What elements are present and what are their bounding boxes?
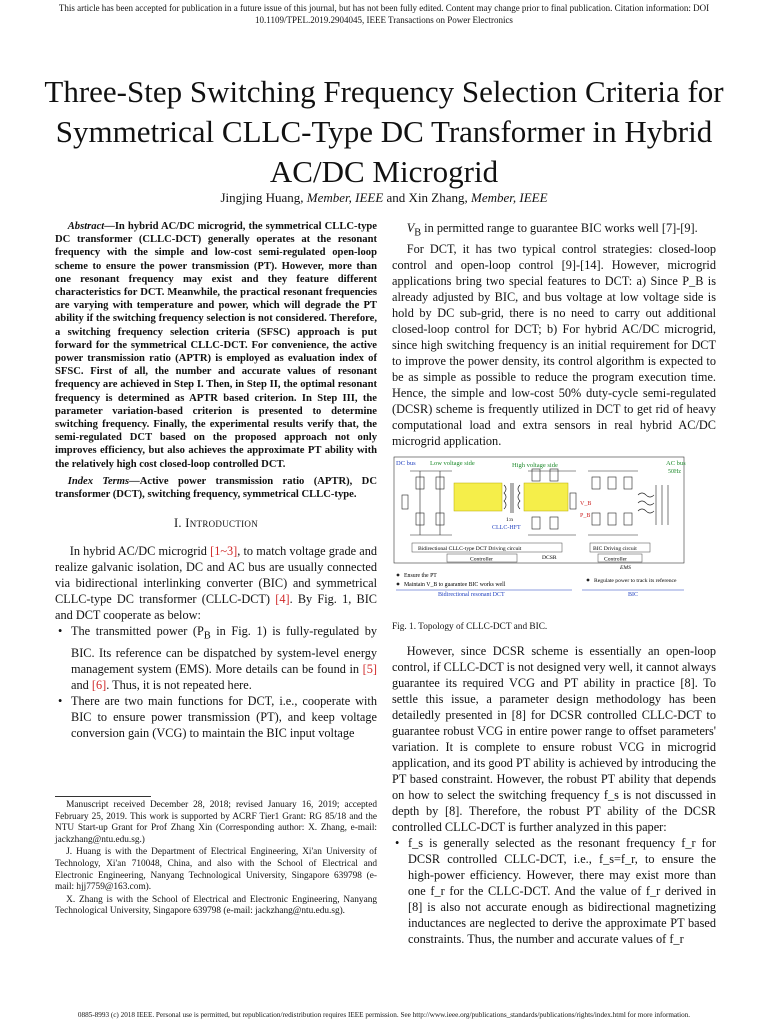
copyright-footer: 0885-8993 (c) 2018 IEEE. Personal use is permitted, but republication/redistribution requires IEEE permission. See http://www.ieee.org/publications_standards/publications/rights/index.html for more information. — [77, 1011, 691, 1019]
list-item: • The transmitted power ($P_B$ in Fig. 1) is fully-regulated by BIC. Its reference can be dispatched by system-level energy management system (EMS). More details can be found in [5] and [6]. Thus, it is not repeated here. — [55, 623, 377, 692]
index-terms — [55, 475, 377, 501]
transformer — [504, 483, 520, 513]
dct-driving-label: Bidirectional CLLC-type DCT Driving circuit — [418, 546, 522, 553]
left-column — [55, 220, 377, 741]
author-line — [30, 190, 738, 206]
resonant-tank-low — [454, 483, 502, 511]
bic-driving-label: BIC Driving circuit — [593, 546, 637, 553]
abstract-lead: Abstract — [67, 221, 105, 232]
turns-ratio-label: 1:n — [506, 517, 514, 524]
right-paragraph-1: For DCT, it has two typical control strategies: closed-loop control and open-loop control [9]-[14]. However, microgrid applications bring two special features to DCT: a) Since P_B is already adjusted by BIC, and bus voltage at low voltage side is hold by DC sub-grid, there is no need to carry out additional closed-loop control for DCT; b) For hybrid AC/DC microgrid, since high switching frequency is an initial requirement for DCT to improve the power density, its control algorithm is expected to be as simple as possible to reduce the program execution time. Hence, the simple and low-cost 50% duty-cycle semi-regulated (DCSR) scheme is frequently utilized in DCT to get rid of heavy computational load and extra sensors in real hybrid AC/DC microgrid application. — [392, 242, 716, 449]
index-terms-body: —Active power transmission ratio (APTR), DC transformer (DCT), switching frequency, symmetrical CLLC-type. — [55, 475, 377, 501]
bullet-dot — [397, 574, 400, 577]
right-paragraph-2: However, since DCSR scheme is essentially an open-loop control, if CLLC-DCT is not designed very well, it cannot always guarantee its required VCG and PT ability in practice [8]. To settle this issue, a parameter design methodology has been detailedly presented in [8] for DCSR controlled CLLC-DCT to guarantee robust VCG in entire power range to offset parameters' variation. It is complete to ensure robust VCG in microgrid application, and its good PT ability is achieved by introducing the PT based constraint. However, the robust PT ability that depends on how to select the switching frequency f_s is not discussed in depth by [8]. Therefore, the robust PT ability of the DCSR controlled CLLC-DCT is further analyzed in this paper: — [392, 644, 716, 835]
dc-bus-label: DC bus — [396, 460, 416, 468]
right-column — [392, 220, 716, 947]
journal-header-note: This article has been accepted for publication in a future issue of this journal, but has not been fully edited. Content may change prior to final publication. Citation information: DOI 10.1109/TPEL.2019.2904045, IEEE Transactions on Power Electronics — [58, 3, 710, 25]
paper-title: Three-Step Switching Frequency Selection Criteria for Symmetrical CLLC-Type DC Transformer in Hybrid AC/DC Microgrid — [44, 74, 724, 189]
footnote-manuscript: Manuscript received December 28, 2018; revised January 16, 2019; accepted February 25, 2019. This work is supported by ACRF Tier1 Grant: RG 85/18 and the NTU Start-up Grant for Prof Zhang Xin (Corresponding author: X. Zhang, e-mail: jackzhang@ntu.edu.sg.) — [55, 800, 377, 845]
bic-name-label: BIC — [628, 592, 639, 599]
topology-figure — [392, 455, 716, 615]
citation-link[interactable]: [4] — [275, 592, 290, 607]
intro-paragraph-1: In hybrid AC/DC microgrid [1~3], to match voltage grade and realize galvanic isolation, DC and AC bus are usually connected via bidirectional interlinking converter (BIC) and symmetrical CLLC-type DC transformer (CLLC-DCT) [4]. By Fig. 1, BIC and DCT cooperate as below: — [55, 544, 377, 623]
dct-controller-label: Controller — [470, 556, 493, 563]
topology-diagram — [392, 455, 716, 615]
vb-label: V_B — [580, 501, 592, 508]
footnotes — [55, 800, 377, 919]
author-1: Jingjing Huang, — [220, 190, 307, 205]
author-2-membership: Member, IEEE — [471, 190, 548, 205]
footnote-divider — [55, 796, 151, 797]
bic-bridge — [588, 471, 668, 535]
bic-controller-label: Controller — [604, 556, 627, 563]
dcsr-label: DCSR — [542, 555, 557, 562]
citation-link[interactable]: [1~3] — [210, 544, 238, 559]
hft-label: CLLC-HFT — [492, 525, 521, 532]
figure-caption: Fig. 1. Topology of CLLC-DCT and BIC. — [392, 622, 548, 633]
regulate-power-label: Regulate power to track its reference — [594, 578, 677, 585]
author-and: and Xin Zhang, — [383, 190, 472, 205]
ems-label: EMS — [620, 565, 631, 572]
citation-link[interactable]: [5] — [362, 661, 377, 676]
low-side-label: Low voltage side — [430, 460, 475, 468]
dct-name-label: Bidirectional resonant DCT — [438, 592, 505, 599]
ensure-pt-label: Ensure the PT — [404, 573, 437, 580]
analysis-list — [392, 835, 716, 947]
cooperation-list — [55, 623, 377, 740]
bullet-dot — [587, 579, 590, 582]
abstract — [55, 220, 377, 471]
list-item: • f_s is generally selected as the resonant frequency f_r for DCSR controlled CLLC-DCT, i.e., f_s=f_r, to ensure the high-power efficiency. However, there may exist more than one f_r for the CLLC-DCT. And the value of f_r derived in [8] is also not accurate enough as bidirectional magnetizing inductances are neglected to derive the approximate PT based constraints. Thus, the number and accurate values of f_r — [392, 835, 716, 947]
pb-label: P_B — [580, 513, 591, 520]
footnote-author-1: J. Huang is with the Department of Electrical Engineering, Xi'an University of Technology, Xi'an 710048, China, and also with the School of Electrical and Electronic Engineering, Nanyang Technological University, Singapore 639798 (e-mail: hjj7759@163.com). — [55, 847, 377, 893]
ac-bus-label: AC bus — [666, 460, 686, 468]
low-side-bridge — [402, 471, 452, 535]
abstract-body: —In hybrid AC/DC microgrid, the symmetrical CLLC-type DC transformer (CLLC-DCT) generally operates at the resonant frequency with the simple and low-cost semi-regulated open-loop scheme to ensure the power transmission (PT). However, more than one resonant frequency may exist and they feature different characteristics for DCT. Meanwhile, the practical resonant frequencies are varying with temperature and power, which will degrade the PT ability if the switching frequency selection is not considered. Therefore, a switching frequency selection criteria (SFSC) approach is put forward for the symmetrical CLLC-DCT. For convenience, the active power transmission ratio (APTR) is employed as evaluation index of SFSC. First of all, the number and accurate values of resonant frequency are achieved in Step I. Then, in Step II, the optimal resonant frequency is determined as APTR based criterion. In Step III, the parameter variation-based criterion is presented to determine switching frequency. Finally, the experimental results verify that, the semi-regulated DCT based on the proposed approach not only improves efficiency, but also achieves the approximate PT ability with the relatively high cost closed-loop controlled DCT. — [55, 221, 377, 470]
list-item: • There are two main functions for DCT, i.e., cooperate with BIC to ensure power transmission (PT), and keep voltage conversion gain (VCG) to maintain the BIC input voltage — [55, 693, 377, 741]
right-paragraph-0: $V_B$ in permitted range to guarantee BIC works well [7]-[9]. — [406, 221, 698, 239]
index-terms-lead: Index Terms — [67, 475, 130, 487]
resonant-tank-high — [524, 483, 568, 511]
ac-freq-label: 50Hz — [668, 469, 681, 476]
section-introduction-heading: I. Introduction — [173, 516, 259, 531]
footnote-author-2: X. Zhang is with the School of Electrical and Electronic Engineering, Nanyang Technological University, Singapore 639798 (e-mail: jackzhang@ntu.edu.sg). — [55, 894, 377, 917]
author-1-membership: Member, IEEE — [306, 190, 384, 205]
citation-link[interactable]: [6] — [91, 677, 107, 692]
maintain-vb-label: Maintain V_B to guarantee BIC works well — [404, 582, 506, 589]
bullet-dot — [397, 583, 400, 586]
high-side-label: High voltage side — [512, 462, 558, 470]
